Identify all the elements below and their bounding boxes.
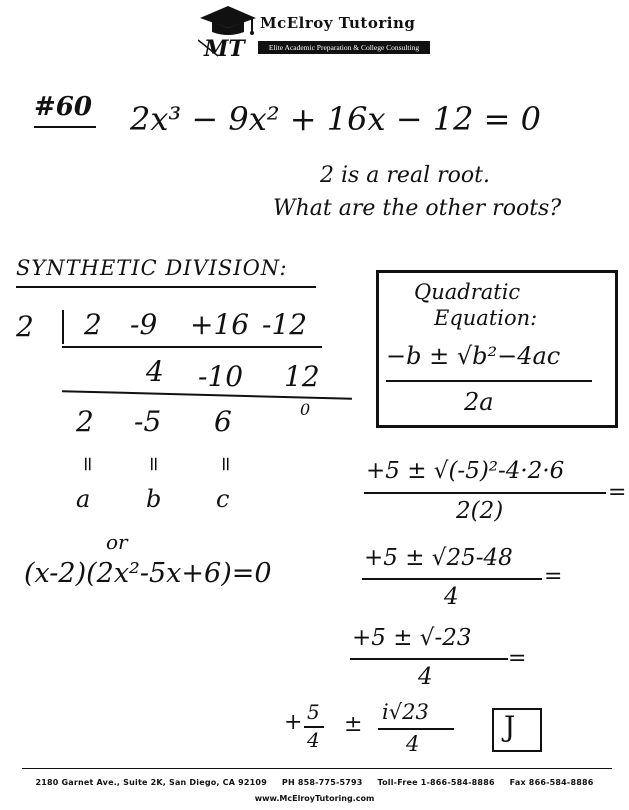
synthetic-row1-c2: +16: [190, 308, 250, 341]
synthetic-division-bracket: [62, 310, 64, 344]
step3-fraction-bar: [350, 658, 508, 660]
synthetic-equals-b: =: [142, 455, 167, 473]
footer-rule: [22, 768, 612, 769]
footer-tollfree: Toll-Free 1-866-584-8886: [377, 778, 495, 787]
synthetic-letter-b: b: [146, 485, 162, 513]
synthetic-row2-c2: -10: [198, 360, 244, 393]
final-op: ±: [344, 712, 363, 737]
factored-equation: (x-2)(2x²-5x+6)=0: [24, 558, 272, 589]
step2-denominator: 4: [444, 584, 459, 610]
logo-brand-name: McElroy Tutoring: [260, 14, 416, 32]
footer-fax: Fax 866-584-8886: [509, 778, 594, 787]
synthetic-heading: SYNTHETIC DIVISION:: [16, 256, 288, 280]
problem-number-underline: [34, 126, 96, 128]
footer-contact: [0, 778, 629, 787]
step3-equals: =: [508, 646, 527, 671]
final-num1: 5: [307, 700, 320, 724]
synthetic-equals-a: =: [76, 455, 101, 473]
step2-numerator: +5 ± √25-48: [364, 545, 513, 571]
synthetic-row3-c1: -5: [134, 405, 162, 438]
synthetic-letter-a: a: [76, 485, 91, 513]
synthetic-row1-c1: -9: [130, 308, 158, 341]
step1-numerator: +5 ± √(-5)²-4·2·6: [366, 458, 565, 484]
graduation-cap-icon: [198, 4, 260, 60]
synthetic-row3-c0: 2: [76, 405, 94, 438]
final-box-letter: J: [504, 710, 516, 743]
final-den2: 4: [406, 732, 420, 756]
problem-note-line2: What are the other roots?: [273, 196, 562, 221]
quadratic-numerator: −b ± √b²−4ac: [386, 342, 561, 370]
synthetic-bracket-bottom: [62, 346, 322, 348]
quadratic-denominator: 2a: [464, 388, 494, 416]
step3-denominator: 4: [418, 664, 433, 690]
step1-denominator: 2(2): [456, 498, 504, 524]
synthetic-letter-c: c: [216, 485, 230, 513]
logo-tagline: Elite Academic Preparation & College Consulting: [258, 41, 430, 54]
final-den1: 4: [307, 728, 320, 752]
final-answer-box: [492, 708, 542, 752]
step2-equals: =: [544, 564, 563, 589]
company-logo: [198, 4, 434, 62]
quadratic-title-line2: Equation:: [434, 306, 538, 330]
synthetic-divisor: 2: [16, 310, 34, 343]
problem-note-line1: 2 is a real root.: [320, 163, 490, 188]
synthetic-row2-c1: 4: [146, 355, 164, 388]
footer-website: www.McElroyTutoring.com: [254, 794, 375, 803]
or-label: or: [106, 530, 128, 554]
step1-equals: =: [608, 480, 627, 505]
synthetic-row1-c0: 2: [84, 308, 102, 341]
problem-number: #60: [34, 92, 92, 122]
footer-phone: PH 858-775-5793: [281, 778, 363, 787]
quadratic-fraction-bar: [386, 380, 592, 382]
quadratic-title-line1: Quadratic: [414, 280, 521, 304]
final-prefix: +: [284, 710, 303, 735]
problem-equation: 2x³ − 9x² + 16x − 12 = 0: [130, 100, 541, 138]
synthetic-row1-c3: -12: [262, 308, 308, 341]
final-fraction2-bar: [378, 728, 454, 730]
synthetic-row3-c2: 6: [214, 405, 232, 438]
step3-numerator: +5 ± √-23: [352, 625, 472, 651]
final-num2: i√23: [382, 700, 429, 724]
synthetic-row2-c3: 12: [284, 360, 320, 393]
synthetic-row3-c3: 0: [300, 400, 311, 419]
svg-text:MT: MT: [204, 36, 245, 60]
synthetic-equals-c: =: [214, 455, 239, 473]
step2-fraction-bar: [362, 578, 542, 580]
footer-address: 2180 Garnet Ave., Suite 2K, San Diego, CA 92109: [35, 778, 267, 787]
synthetic-heading-underline: [16, 286, 316, 288]
step1-fraction-bar: [364, 492, 606, 494]
